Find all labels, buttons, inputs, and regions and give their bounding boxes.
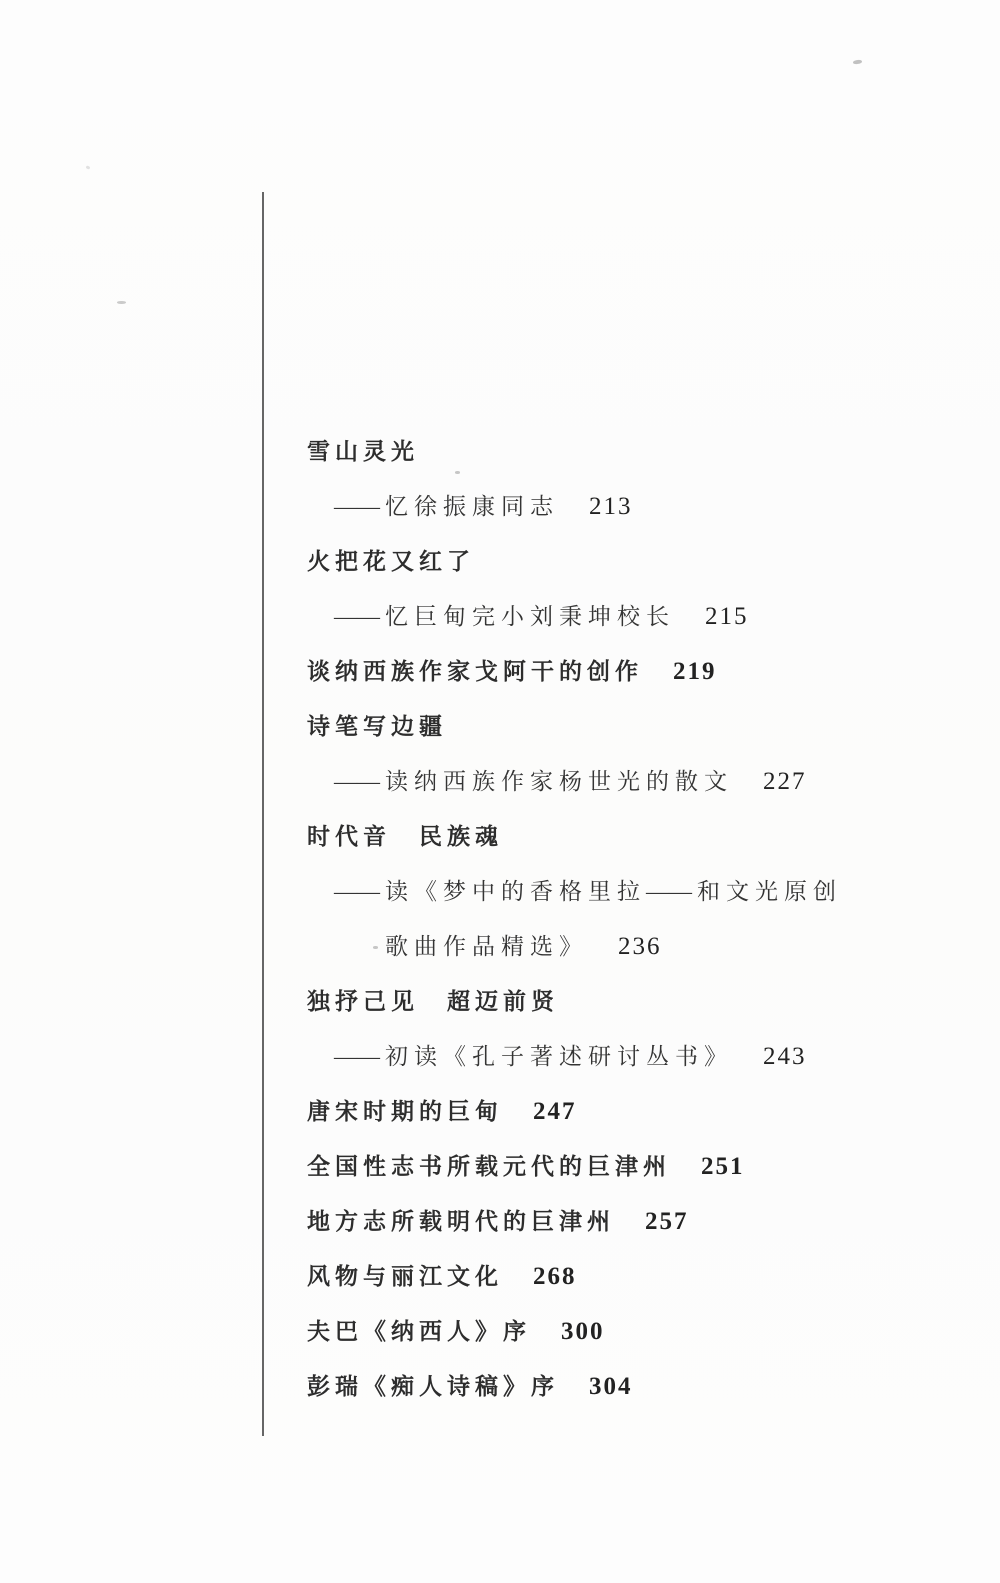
- toc-entry-title: [307, 1304, 977, 1359]
- toc-list: [307, 424, 977, 1414]
- toc-entry-subtitle: [307, 589, 977, 644]
- entry-text: 谈纳西族作家戈阿干的创作: [307, 659, 643, 684]
- page-number: 257: [645, 1208, 689, 1235]
- entry-text: 火把花又红了: [307, 549, 475, 574]
- entry-text: 唐宋时期的巨甸: [307, 1099, 503, 1124]
- scan-speck: [117, 301, 126, 304]
- page-number: 213: [589, 493, 633, 520]
- toc-entry-title: [307, 644, 977, 699]
- page-number: 251: [701, 1153, 745, 1180]
- page-number: 236: [618, 933, 662, 960]
- toc-entry-title: [307, 699, 977, 754]
- entry-text: 独抒己见 超迈前贤: [307, 989, 559, 1014]
- toc-entry-subtitle: [307, 864, 977, 919]
- toc-entry-title: [307, 424, 977, 479]
- entry-text: —— 忆徐振康同志: [334, 494, 559, 519]
- entry-text: 夫巴《纳西人》序: [307, 1319, 531, 1344]
- page-number: 219: [673, 658, 717, 685]
- entry-text: —— 读纳西族作家杨世光的散文: [334, 769, 733, 794]
- toc-entry-subtitle: [307, 1029, 977, 1084]
- toc-entry-subtitle: [307, 754, 977, 809]
- toc-entry-title: [307, 809, 977, 864]
- toc-entry-title: [307, 1359, 977, 1414]
- page-number: 227: [763, 768, 807, 795]
- page-number: 304: [589, 1373, 633, 1400]
- toc-entry-title: [307, 1084, 977, 1139]
- toc-entry-title: [307, 1249, 977, 1304]
- entry-text: 彭瑞《痴人诗稿》序: [307, 1374, 559, 1399]
- left-margin-rule: [262, 192, 264, 1436]
- toc-entry-title: [307, 1139, 977, 1194]
- entry-text: 时代音 民族魂: [307, 824, 503, 849]
- scan-speck: [86, 165, 91, 170]
- entry-text: 全国性志书所载元代的巨津州: [307, 1154, 671, 1179]
- entry-text: 地方志所载明代的巨津州: [307, 1209, 615, 1234]
- page-number: 215: [705, 603, 749, 630]
- toc-entry-subtitle: [307, 479, 977, 534]
- entry-text: —— 读《梦中的香格里拉—— 和文光原创: [334, 879, 842, 904]
- entry-text: 风物与丽江文化: [307, 1264, 503, 1289]
- entry-text: —— 忆巨甸完小刘秉坤校长: [334, 604, 675, 629]
- toc-entry-title: [307, 974, 977, 1029]
- page-number: 300: [561, 1318, 605, 1345]
- page-number: 268: [533, 1263, 577, 1290]
- entry-text: 歌曲作品精选》: [385, 934, 588, 959]
- entry-text: —— 初读《孔子著述研讨丛书》: [334, 1044, 733, 1069]
- entry-text: 雪山灵光: [307, 439, 419, 464]
- scan-speck: [853, 59, 862, 64]
- entry-text: 诗笔写边疆: [307, 714, 447, 739]
- page-number: 247: [533, 1098, 577, 1125]
- toc-entry-subtitle: [307, 919, 977, 974]
- toc-entry-title: [307, 534, 977, 589]
- page-number: 243: [763, 1043, 807, 1070]
- toc-entry-title: [307, 1194, 977, 1249]
